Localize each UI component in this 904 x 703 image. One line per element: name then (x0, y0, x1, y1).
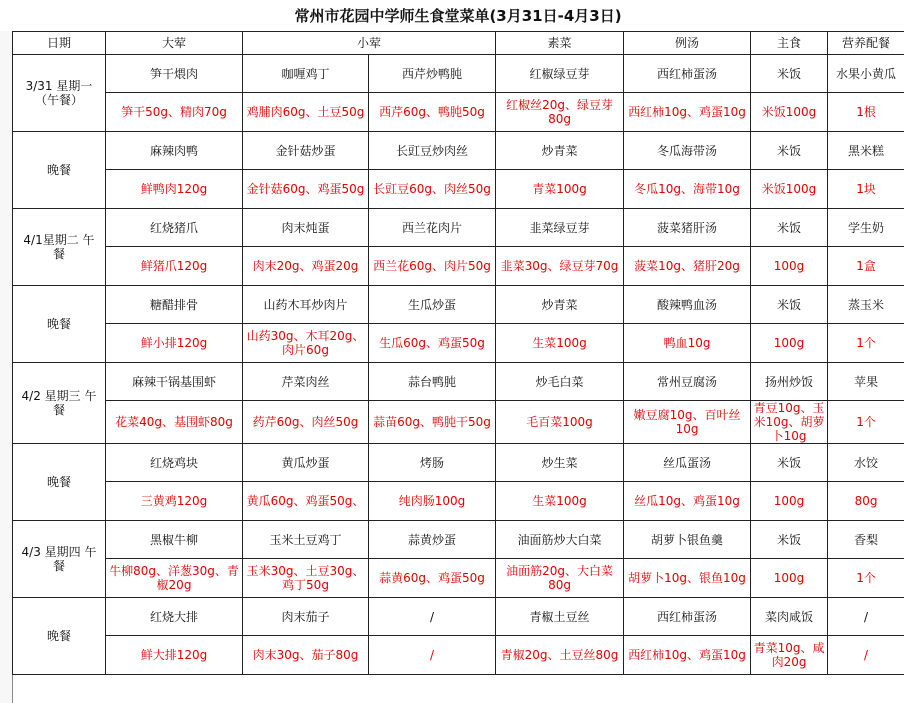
meal-dish-row (13, 598, 904, 636)
dish-main-meat: 麻辣肉鸭 (106, 132, 243, 170)
amount-nutrition: 1个 (828, 324, 904, 363)
dish-staple: 菜肉咸饭 (751, 598, 828, 636)
amount-vegetable: 油面筋20g、大白菜80g (496, 559, 624, 598)
menu-body (13, 32, 904, 675)
meal-amount-row (13, 482, 904, 521)
meal-label: 晚餐 (13, 132, 106, 209)
amount-vegetable: 毛百菜100g (496, 401, 624, 444)
dish-side-meat-2: 烤肠 (369, 444, 496, 482)
dish-side-meat-1: 肉末茄子 (243, 598, 369, 636)
amount-side-meat-2: 西兰花60g、肉片50g (369, 247, 496, 286)
dish-staple: 米饭 (751, 132, 828, 170)
dish-side-meat-1: 咖喱鸡丁 (243, 55, 369, 93)
amount-main-meat: 花菜40g、基围虾80g (106, 401, 243, 444)
amount-main-meat: 鲜鸭肉120g (106, 170, 243, 209)
dish-main-meat: 黑椒牛柳 (106, 521, 243, 559)
menu-table (12, 31, 904, 675)
dish-side-meat-2: 西芹炒鸭肫 (369, 55, 496, 93)
amount-side-meat-2: 蒜苗60g、鸭肫干50g (369, 401, 496, 444)
dish-soup: 酸辣鸭血汤 (624, 286, 751, 324)
amount-vegetable: 红椒丝20g、绿豆芽80g (496, 93, 624, 132)
dish-vegetable: 红椒绿豆芽 (496, 55, 624, 93)
meal-amount-row (13, 93, 904, 132)
meal-dish-row (13, 55, 904, 93)
amount-staple: 米饭100g (751, 170, 828, 209)
meal-label: 4/2 星期三 午 餐 (13, 363, 106, 444)
dish-side-meat-1: 肉末炖蛋 (243, 209, 369, 247)
amount-soup: 胡萝卜10g、银鱼10g (624, 559, 751, 598)
amount-side-meat-1: 金针菇60g、鸡蛋50g (243, 170, 369, 209)
amount-vegetable: 生菜100g (496, 482, 624, 521)
amount-side-meat-1: 玉米30g、土豆30g、鸡丁50g (243, 559, 369, 598)
dish-nutrition: 香梨 (828, 521, 904, 559)
dish-vegetable: 韭菜绿豆芽 (496, 209, 624, 247)
header-staple: 主食 (751, 32, 828, 55)
dish-nutrition: 苹果 (828, 363, 904, 401)
amount-staple: 青菜10g、咸肉20g (751, 636, 828, 675)
dish-side-meat-1: 芹菜肉丝 (243, 363, 369, 401)
dish-nutrition: 学生奶 (828, 209, 904, 247)
dish-vegetable: 炒青菜 (496, 286, 624, 324)
dish-vegetable: 炒生菜 (496, 444, 624, 482)
dish-staple: 米饭 (751, 444, 828, 482)
amount-soup: 西红柿10g、鸡蛋10g (624, 636, 751, 675)
menu-title: 常州市花园中学师生食堂菜单(3月31日-4月3日) (294, 7, 622, 25)
dish-side-meat-2: 蒜黄炒蛋 (369, 521, 496, 559)
header-date: 日期 (13, 32, 106, 55)
dish-side-meat-2: 蒜台鸭肫 (369, 363, 496, 401)
dish-nutrition: 黑米糕 (828, 132, 904, 170)
amount-side-meat-2: 西芹60g、鸭肫50g (369, 93, 496, 132)
amount-main-meat: 鲜小排120g (106, 324, 243, 363)
dish-soup: 西红柿蛋汤 (624, 598, 751, 636)
dish-side-meat-1: 山药木耳炒肉片 (243, 286, 369, 324)
dish-staple: 米饭 (751, 286, 828, 324)
dish-side-meat-2: / (369, 598, 496, 636)
amount-nutrition: 1盒 (828, 247, 904, 286)
header-soup: 例汤 (624, 32, 751, 55)
meal-amount-row (13, 559, 904, 598)
dish-staple: 扬州炒饭 (751, 363, 828, 401)
meal-amount-row (13, 636, 904, 675)
meal-dish-row (13, 521, 904, 559)
dish-nutrition: / (828, 598, 904, 636)
amount-staple: 100g (751, 482, 828, 521)
amount-side-meat-1: 鸡脯肉60g、土豆50g (243, 93, 369, 132)
dish-staple: 米饭 (751, 55, 828, 93)
amount-soup: 嫩豆腐10g、百叶丝10g (624, 401, 751, 444)
dish-nutrition: 水饺 (828, 444, 904, 482)
amount-main-meat: 鲜大排120g (106, 636, 243, 675)
meal-amount-row (13, 324, 904, 363)
dish-soup: 丝瓜蛋汤 (624, 444, 751, 482)
amount-nutrition: 80g (828, 482, 904, 521)
meal-label: 晚餐 (13, 444, 106, 521)
amount-vegetable: 生菜100g (496, 324, 624, 363)
amount-side-meat-2: 长豇豆60g、肉丝50g (369, 170, 496, 209)
meal-amount-row (13, 170, 904, 209)
amount-vegetable: 青菜100g (496, 170, 624, 209)
dish-main-meat: 笋干煨肉 (106, 55, 243, 93)
dish-vegetable: 炒青菜 (496, 132, 624, 170)
meal-amount-row (13, 247, 904, 286)
meal-amount-row (13, 401, 904, 444)
amount-soup: 鸭血10g (624, 324, 751, 363)
amount-soup: 冬瓜10g、海带10g (624, 170, 751, 209)
amount-nutrition: / (828, 636, 904, 675)
meal-label: 晚餐 (13, 286, 106, 363)
amount-side-meat-2: 生瓜60g、鸡蛋50g (369, 324, 496, 363)
amount-side-meat-2: / (369, 636, 496, 675)
amount-soup: 西红柿10g、鸡蛋10g (624, 93, 751, 132)
dish-main-meat: 麻辣干锅基围虾 (106, 363, 243, 401)
meal-dish-row (13, 444, 904, 482)
meal-dish-row (13, 286, 904, 324)
amount-main-meat: 鲜猪爪120g (106, 247, 243, 286)
dish-soup: 菠菜猪肝汤 (624, 209, 751, 247)
header-vegetable: 素菜 (496, 32, 624, 55)
dish-soup: 常州豆腐汤 (624, 363, 751, 401)
amount-main-meat: 笋干50g、精肉70g (106, 93, 243, 132)
meal-label: 4/3 星期四 午 餐 (13, 521, 106, 598)
dish-soup: 冬瓜海带汤 (624, 132, 751, 170)
dish-main-meat: 糖醋排骨 (106, 286, 243, 324)
amount-side-meat-1: 肉末20g、鸡蛋20g (243, 247, 369, 286)
amount-main-meat: 三黄鸡120g (106, 482, 243, 521)
dish-side-meat-2: 生瓜炒蛋 (369, 286, 496, 324)
dish-soup: 胡萝卜银鱼羹 (624, 521, 751, 559)
amount-side-meat-1: 山药30g、木耳20g、肉片60g (243, 324, 369, 363)
dish-vegetable: 油面筋炒大白菜 (496, 521, 624, 559)
amount-side-meat-2: 蒜黄60g、鸡蛋50g (369, 559, 496, 598)
meal-dish-row (13, 132, 904, 170)
amount-main-meat: 牛柳80g、洋葱30g、青椒20g (106, 559, 243, 598)
dish-vegetable: 炒毛白菜 (496, 363, 624, 401)
dish-staple: 米饭 (751, 209, 828, 247)
amount-vegetable: 青椒20g、土豆丝80g (496, 636, 624, 675)
header-main-meat: 大荤 (106, 32, 243, 55)
dish-vegetable: 青椒土豆丝 (496, 598, 624, 636)
amount-side-meat-1: 黄瓜60g、鸡蛋50g、 (243, 482, 369, 521)
dish-main-meat: 红烧鸡块 (106, 444, 243, 482)
amount-side-meat-1: 药芹60g、肉丝50g (243, 401, 369, 444)
dish-side-meat-2: 长豇豆炒肉丝 (369, 132, 496, 170)
dish-soup: 西红柿蛋汤 (624, 55, 751, 93)
dish-side-meat-2: 西兰花肉片 (369, 209, 496, 247)
meal-label: 晚餐 (13, 598, 106, 675)
amount-staple: 100g (751, 324, 828, 363)
amount-nutrition: 1块 (828, 170, 904, 209)
meal-label: 3/31 星期一 （午餐） (13, 55, 106, 132)
dish-nutrition: 蒸玉米 (828, 286, 904, 324)
meal-dish-row (13, 209, 904, 247)
header-row (13, 32, 904, 55)
dish-main-meat: 红烧猪爪 (106, 209, 243, 247)
amount-side-meat-1: 肉末30g、茄子80g (243, 636, 369, 675)
amount-vegetable: 韭菜30g、绿豆芽70g (496, 247, 624, 286)
amount-soup: 菠菜10g、猪肝20g (624, 247, 751, 286)
amount-nutrition: 1根 (828, 93, 904, 132)
header-nutrition: 营养配餐 (828, 32, 904, 55)
header-side-meat: 小荤 (243, 32, 496, 55)
amount-staple: 米饭100g (751, 93, 828, 132)
amount-soup: 丝瓜10g、鸡蛋10g (624, 482, 751, 521)
dish-side-meat-1: 黄瓜炒蛋 (243, 444, 369, 482)
amount-staple: 100g (751, 247, 828, 286)
amount-staple: 青豆10g、玉米10g、胡萝卜10g (751, 401, 828, 444)
amount-nutrition: 1个 (828, 559, 904, 598)
meal-dish-row (13, 363, 904, 401)
amount-side-meat-2: 纯肉肠100g (369, 482, 496, 521)
amount-staple: 100g (751, 559, 828, 598)
amount-nutrition: 1个 (828, 401, 904, 444)
dish-side-meat-1: 玉米土豆鸡丁 (243, 521, 369, 559)
dish-main-meat: 红烧大排 (106, 598, 243, 636)
dish-nutrition: 水果小黄瓜 (828, 55, 904, 93)
meal-label: 4/1星期二 午 餐 (13, 209, 106, 286)
dish-staple: 米饭 (751, 521, 828, 559)
dish-side-meat-1: 金针菇炒蛋 (243, 132, 369, 170)
